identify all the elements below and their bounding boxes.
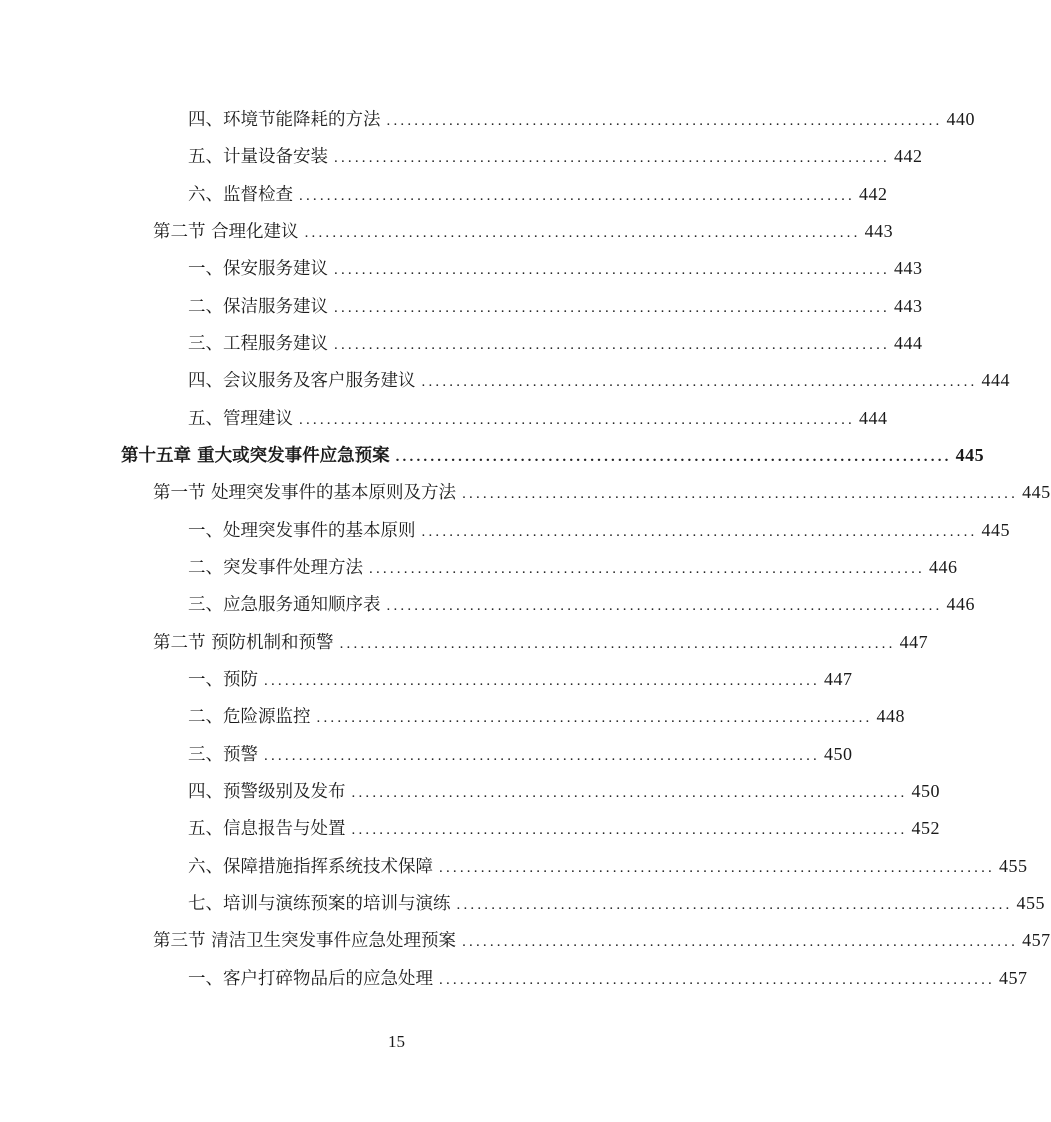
toc-entry[interactable] <box>188 180 888 208</box>
toc-entry-page: 440 <box>946 109 975 129</box>
dot-leader: ................................................................................ <box>439 860 995 876</box>
toc-entry-title: 七、培训与演练预案的培训与演练 <box>188 894 451 914</box>
toc-entry-page: 447 <box>899 632 929 652</box>
toc-entry[interactable] <box>188 142 923 170</box>
dot-leader: ................................................................................ <box>351 822 908 838</box>
toc-entry-page: 442 <box>859 184 888 204</box>
toc-entry[interactable] <box>188 292 923 320</box>
toc-entry-title: 第十五章 重大或突发事件应急预案 <box>121 446 390 466</box>
toc-entry[interactable] <box>153 217 894 245</box>
toc-entry-title: 第二节 合理化建议 <box>153 222 299 242</box>
toc-entry-title: 第一节 处理突发事件的基本原则及方法 <box>153 483 457 503</box>
dot-leader: ................................................................................ <box>462 486 1019 502</box>
toc-entry-title: 六、监督检查 <box>188 185 293 205</box>
toc-entry[interactable] <box>188 814 940 842</box>
toc-entry-title: 四、预警级别及发布 <box>188 782 346 802</box>
toc-entry-title: 一、处理突发事件的基本原则 <box>188 521 416 541</box>
toc-entry[interactable] <box>188 852 1028 880</box>
toc-entry-page: 450 <box>911 781 940 801</box>
dot-leader: ................................................................................ <box>316 710 873 726</box>
toc-entry-title: 三、预警 <box>188 745 258 765</box>
toc-entry-page: 443 <box>894 258 923 278</box>
toc-entry-title: 三、应急服务通知顺序表 <box>188 595 381 615</box>
dot-leader: ................................................................................ <box>299 188 855 204</box>
toc-entry-title: 二、危险源监控 <box>188 707 311 727</box>
dot-leader: ................................................................................ <box>369 561 925 577</box>
toc-entry-title: 第二节 预防机制和预警 <box>153 633 334 653</box>
toc-entry-title: 三、工程服务建议 <box>188 334 328 354</box>
toc-entry[interactable] <box>188 404 888 432</box>
dot-leader: ................................................................................ <box>304 225 861 241</box>
toc-entry-title: 四、环境节能降耗的方法 <box>188 110 381 130</box>
toc-entry-page: 450 <box>824 744 853 764</box>
dot-leader: ................................................................................ <box>351 785 908 801</box>
toc-entry[interactable] <box>188 329 923 357</box>
toc-entry[interactable] <box>188 366 1010 394</box>
toc-entry[interactable] <box>188 254 923 282</box>
toc-entry[interactable] <box>188 553 958 581</box>
toc-entry-title: 五、计量设备安装 <box>188 147 328 167</box>
toc-entry[interactable] <box>153 478 1051 506</box>
toc-entry-page: 447 <box>824 669 853 689</box>
toc-entry-page: 445 <box>955 445 985 465</box>
dot-leader: ................................................................................ <box>395 449 952 465</box>
dot-leader: ................................................................................ <box>334 150 890 166</box>
toc-entry-page: 444 <box>981 370 1010 390</box>
toc-entry[interactable] <box>188 777 940 805</box>
toc-entry[interactable] <box>188 590 975 618</box>
toc-entry-page: 442 <box>894 146 923 166</box>
dot-leader: ................................................................................ <box>339 636 896 652</box>
toc-entry-title: 二、保洁服务建议 <box>188 297 328 317</box>
toc-entry-page: 445 <box>1022 482 1051 502</box>
dot-leader: ................................................................................ <box>421 524 978 540</box>
toc-entry[interactable] <box>188 740 853 768</box>
dot-leader: ................................................................................ <box>386 113 943 129</box>
dot-leader: ................................................................................ <box>462 934 1019 950</box>
dot-leader: ................................................................................ <box>439 972 995 988</box>
dot-leader: ................................................................................ <box>386 598 943 614</box>
toc-entry-page: 445 <box>981 520 1010 540</box>
toc-entry-page: 443 <box>864 221 894 241</box>
toc-entry-title: 五、管理建议 <box>188 409 293 429</box>
toc-entry-page: 455 <box>1016 893 1045 913</box>
dot-leader: ................................................................................ <box>264 748 820 764</box>
dot-leader: ................................................................................ <box>421 374 978 390</box>
dot-leader: ................................................................................ <box>334 262 890 278</box>
dot-leader: ................................................................................ <box>334 337 890 353</box>
page-number: 15 <box>388 1032 405 1051</box>
toc-entry-page: 446 <box>946 594 975 614</box>
toc-entry[interactable] <box>188 516 1010 544</box>
toc-entry[interactable] <box>153 628 929 656</box>
toc-entry-page: 452 <box>911 818 940 838</box>
toc-entry-page: 444 <box>894 333 923 353</box>
toc-entry[interactable] <box>153 926 1051 954</box>
toc-entry-title: 一、保安服务建议 <box>188 259 328 279</box>
toc-entry-title: 第三节 清洁卫生突发事件应急处理预案 <box>153 931 457 951</box>
toc-entry-page: 444 <box>859 408 888 428</box>
toc-entry[interactable] <box>188 105 975 133</box>
toc-entry-page: 446 <box>929 557 958 577</box>
toc-entry-title: 四、会议服务及客户服务建议 <box>188 371 416 391</box>
toc-entry-page: 457 <box>1022 930 1051 950</box>
toc-entry-title: 五、信息报告与处置 <box>188 819 346 839</box>
toc-entry[interactable] <box>188 665 853 693</box>
toc-entry-page: 455 <box>999 856 1028 876</box>
toc-entry[interactable] <box>188 964 1028 992</box>
toc-entry[interactable] <box>188 889 1045 917</box>
toc-entry-title: 二、突发事件处理方法 <box>188 558 363 578</box>
toc-entry-page: 443 <box>894 296 923 316</box>
toc-entry-chapter[interactable] <box>121 441 985 469</box>
dot-leader: ................................................................................ <box>334 300 890 316</box>
dot-leader: ................................................................................ <box>299 412 855 428</box>
dot-leader: ................................................................................ <box>264 673 820 689</box>
toc-entry[interactable] <box>188 702 905 730</box>
toc-entry-title: 一、预防 <box>188 670 258 690</box>
toc-entry-page: 448 <box>876 706 905 726</box>
toc-entry-page: 457 <box>999 968 1028 988</box>
toc-entry-title: 一、客户打碎物品后的应急处理 <box>188 969 433 989</box>
toc-entry-title: 六、保障措施指挥系统技术保障 <box>188 857 433 877</box>
dot-leader: ................................................................................ <box>456 897 1013 913</box>
